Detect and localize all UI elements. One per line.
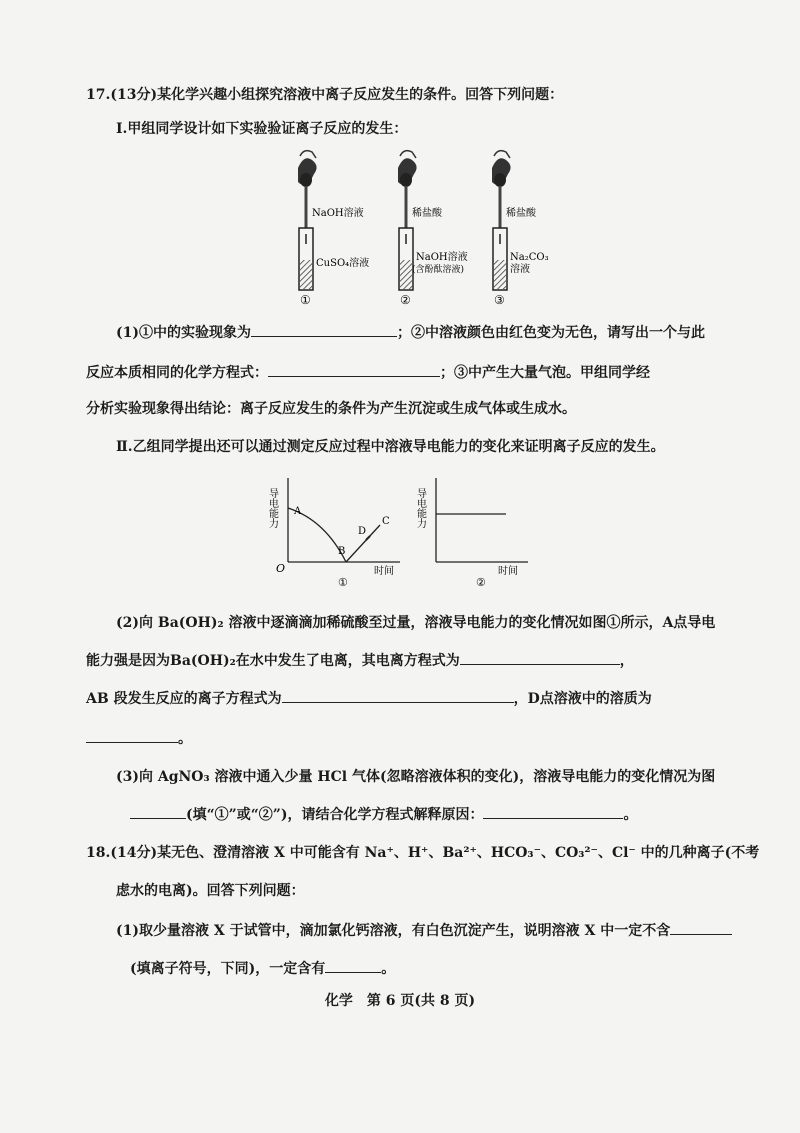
q17-1-line2 bbox=[86, 362, 650, 382]
q17-2-text-b: ， bbox=[619, 653, 634, 669]
test-tube-3 bbox=[492, 151, 549, 307]
solution-label-3: Na₂CO₃ bbox=[510, 252, 549, 263]
graph1-point-b: B bbox=[338, 546, 346, 557]
q18-1-line1 bbox=[116, 920, 732, 940]
test-tube-figure bbox=[240, 148, 570, 308]
answer-blank-1[interactable] bbox=[251, 322, 397, 337]
solution-label-2: NaOH溶液 bbox=[416, 252, 468, 263]
q17-2-text-e: 。 bbox=[178, 731, 192, 747]
q18-1-line2 bbox=[130, 958, 395, 978]
q17-1-line1 bbox=[116, 322, 705, 342]
q17-2-line4 bbox=[86, 728, 192, 748]
graph1-number: ① bbox=[338, 576, 348, 589]
q18-1-text-b: (填离子符号，下同)，一定含有 bbox=[130, 961, 326, 977]
q17-1-text-b: ；②中溶液颜色由红色变为无色，请写出一个与此 bbox=[397, 325, 705, 341]
solution-label-1: CuSO₄溶液 bbox=[316, 258, 370, 269]
graph1-xlabel: 时间 bbox=[374, 566, 394, 577]
graph2-ylabel: 导电能力 bbox=[414, 488, 426, 528]
graph2-number: ② bbox=[476, 576, 486, 589]
test-tube-1 bbox=[298, 151, 369, 307]
tube-number-1: ① bbox=[300, 293, 311, 307]
q17-3-text-a: (填“①”或“②”)，请结合化学方程式解释原因： bbox=[186, 807, 484, 823]
q18-1-text-a: (1)取少量溶液 X 于试管中，滴加氯化钙溶液，有白色沉淀产生，说明溶液 X 中一定不含 bbox=[116, 923, 671, 939]
q17-3-line2 bbox=[130, 804, 637, 824]
answer-blank-8[interactable] bbox=[670, 920, 732, 935]
q17-1-text-d: ；③中产生大量气泡。甲组同学经 bbox=[440, 365, 650, 381]
q18-header: 18.(14分)某无色、澄清溶液 X 中可能含有 Na⁺、H⁺、Ba²⁺、HCO₃⁻、CO₃²⁻、Cl⁻ 中的几种离子(不考 bbox=[86, 845, 760, 861]
graph1-point-d: D bbox=[358, 526, 367, 537]
q17-part2-intro: Ⅱ.乙组同学提出还可以通过测定反应过程中溶液导电能力的变化来证明离子反应的发生。 bbox=[116, 439, 665, 455]
tube-number-2: ② bbox=[400, 293, 411, 307]
q17-header: 17.(13分)某化学兴趣小组探究溶液中离子反应发生的条件。回答下列问题： bbox=[86, 87, 564, 103]
tube-number-3: ③ bbox=[494, 293, 505, 307]
solution-label-3b: 溶液 bbox=[510, 264, 530, 275]
graph-1 bbox=[267, 478, 401, 589]
dropper-label-3: 稀盐酸 bbox=[506, 208, 536, 219]
answer-blank-9[interactable] bbox=[325, 958, 381, 973]
answer-blank-6[interactable] bbox=[130, 804, 186, 819]
q17-part1-intro: Ⅰ.甲组同学设计如下实验验证离子反应的发生： bbox=[116, 121, 408, 137]
graph2-xlabel: 时间 bbox=[498, 566, 518, 577]
page-footer: 化学 第 6 页(共 8 页) bbox=[324, 993, 476, 1009]
q17-1-text-c: 反应本质相同的化学方程式： bbox=[86, 365, 268, 381]
q17-2-text-c: AB 段发生反应的离子方程式为 bbox=[86, 691, 282, 707]
conductivity-graphs bbox=[266, 470, 530, 590]
q17-2-line3 bbox=[86, 688, 652, 708]
q17-3-text-b: 。 bbox=[623, 807, 638, 823]
answer-blank-2[interactable] bbox=[268, 362, 440, 377]
dropper-label-2: 稀盐酸 bbox=[412, 208, 442, 219]
q18-1-text-c: 。 bbox=[381, 961, 396, 977]
test-tube-2 bbox=[398, 151, 468, 307]
answer-blank-4[interactable] bbox=[282, 688, 514, 703]
q17-2-line2 bbox=[86, 650, 634, 670]
graph1-point-c: C bbox=[382, 516, 390, 527]
q17-2-text-a: 能力强是因为Ba(OH)₂在水中发生了电离，其电离方程式为 bbox=[86, 653, 460, 669]
solution-label-2b: (含酚酞溶液) bbox=[412, 265, 465, 275]
graph1-point-a: A bbox=[294, 506, 302, 517]
q17-2-text-d: ，D点溶液中的溶质为 bbox=[513, 691, 652, 707]
q18-header-2: 虑水的电离)。回答下列问题： bbox=[116, 883, 305, 899]
q17-1-line3: 分析实验现象得出结论：离子反应发生的条件为产生沉淀或生成气体或生成水。 bbox=[86, 401, 576, 417]
graph1-origin: O bbox=[276, 562, 286, 575]
q17-3-line1: (3)向 AgNO₃ 溶液中通入少量 HCl 气体(忽略溶液体积的变化)，溶液导电能力的变化情况为图 bbox=[116, 769, 716, 785]
answer-blank-7[interactable] bbox=[483, 804, 623, 819]
graph-2 bbox=[415, 478, 529, 589]
dropper-label-1: NaOH溶液 bbox=[312, 208, 364, 219]
q17-2-line1: (2)向 Ba(OH)₂ 溶液中逐滴滴加稀硫酸至过量，溶液导电能力的变化情况如图①所示，A点导电 bbox=[116, 615, 716, 631]
q17-1-text-a: (1)①中的实验现象为 bbox=[116, 325, 251, 341]
answer-blank-3[interactable] bbox=[460, 650, 620, 665]
graph1-ylabel: 导电能力 bbox=[266, 488, 278, 528]
answer-blank-5[interactable] bbox=[86, 728, 178, 743]
